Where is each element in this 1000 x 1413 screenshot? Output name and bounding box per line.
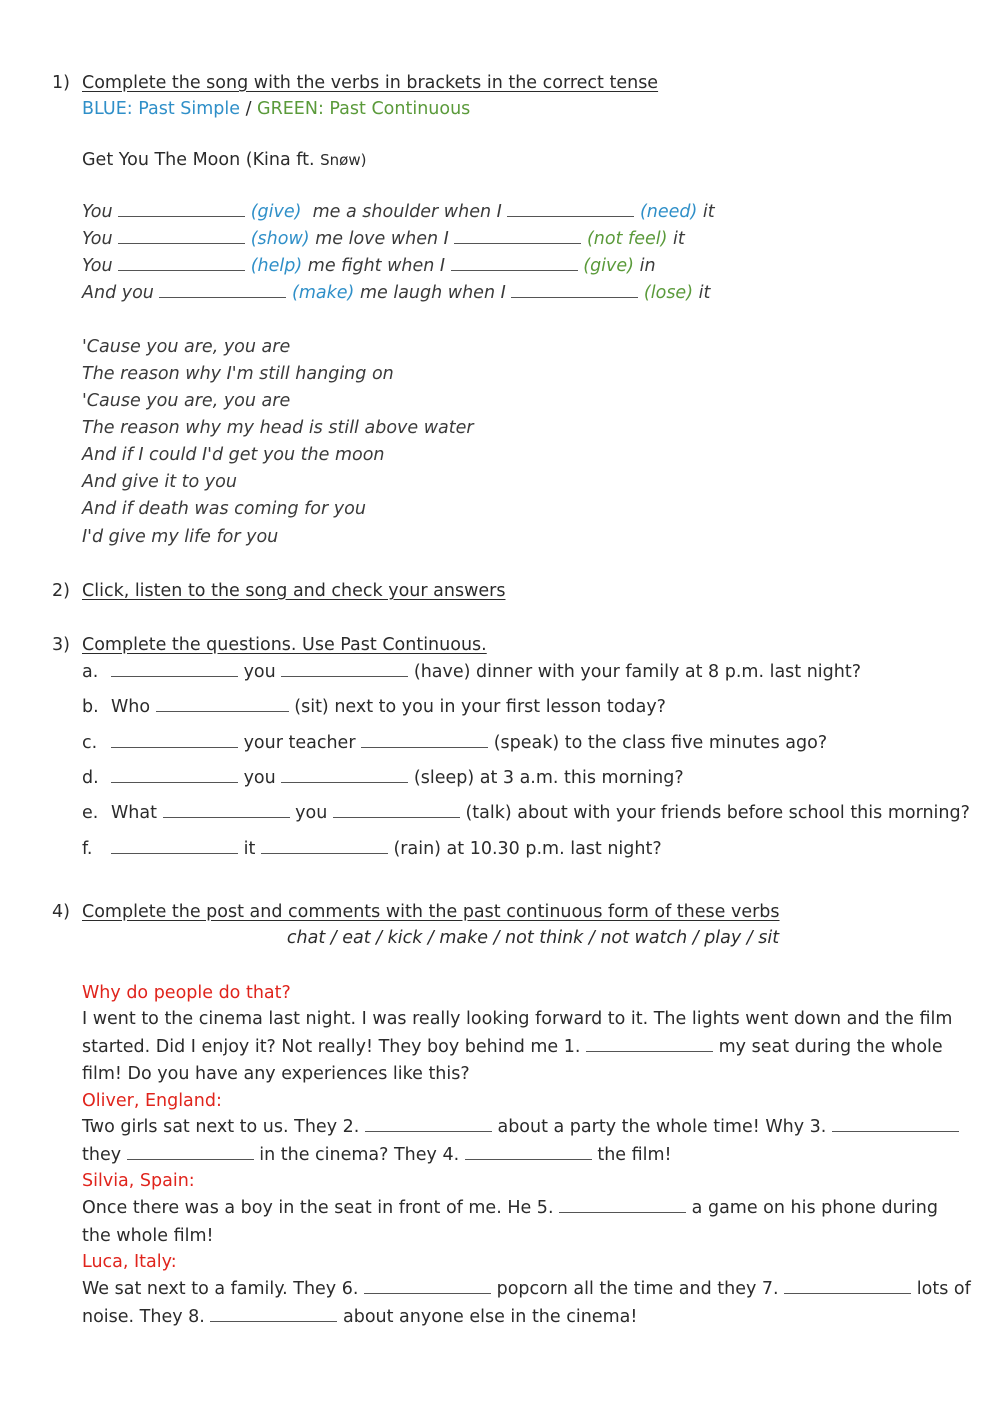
answer-blank[interactable] xyxy=(118,256,245,271)
answer-blank[interactable] xyxy=(451,256,578,271)
section-4-title: Complete the post and comments with the past continuous form of these verbs xyxy=(82,902,780,922)
legend-past-continuous: GREEN: Past Continuous xyxy=(257,99,471,119)
chorus-line: And give it to you xyxy=(82,472,237,492)
answer-blank[interactable] xyxy=(111,839,238,854)
comment-text-part: about anyone else in the cinema! xyxy=(343,1306,638,1327)
answer-blank[interactable] xyxy=(210,1307,337,1322)
lyric-text: You xyxy=(82,202,113,222)
answer-blank[interactable] xyxy=(163,803,290,818)
comment-text xyxy=(82,1114,972,1169)
post-title: Why do people do that? xyxy=(82,983,291,1003)
comment-text-part: We sat next to a family. They 6. xyxy=(82,1279,359,1299)
verb-hint-past-continuous: (lose) xyxy=(643,283,694,303)
question-letter: c. xyxy=(82,733,98,753)
song-title-artist: Snøw) xyxy=(320,151,367,169)
song-title-main: Get You The Moon (Kina ft. xyxy=(82,150,321,170)
question-text: What xyxy=(111,803,157,823)
tense-legend xyxy=(82,99,470,119)
answer-blank[interactable] xyxy=(111,768,238,783)
comment-text-part: a game on his phone during the whole film! xyxy=(82,1198,938,1246)
answer-blank[interactable] xyxy=(559,1198,686,1213)
section-2-number: 2) xyxy=(52,581,70,601)
comment-text-part: popcorn all the time and they 7. xyxy=(496,1279,779,1299)
verb-hint-past-continuous: (not feel) xyxy=(586,229,668,249)
answer-blank[interactable] xyxy=(261,839,388,854)
answer-blank[interactable] xyxy=(832,1117,959,1132)
answer-blank[interactable] xyxy=(118,202,245,217)
answer-blank[interactable] xyxy=(454,229,581,244)
comment-text-part: the film! xyxy=(597,1144,672,1165)
answer-blank[interactable] xyxy=(118,229,245,244)
answer-blank[interactable] xyxy=(364,1279,491,1294)
comment-text-part: in the cinema? They 4. xyxy=(259,1144,460,1165)
question-text: it xyxy=(243,839,256,859)
verb-hint-past-continuous: (give) xyxy=(583,256,634,276)
verb-hint-past-simple: (give) xyxy=(250,202,302,222)
answer-blank[interactable] xyxy=(465,1145,592,1160)
answer-blank[interactable] xyxy=(511,283,638,298)
question-a xyxy=(111,662,861,682)
song-gap-line xyxy=(82,202,715,222)
lyric-text: You xyxy=(82,256,113,276)
section-2-title[interactable]: Click, listen to the song and check your answers xyxy=(82,581,506,601)
lyric-text: it xyxy=(702,202,715,222)
comment-text-part: Once there was a boy in the seat in front of me. He 5. xyxy=(82,1198,554,1218)
question-text: you xyxy=(243,768,276,788)
section-3-number: 3) xyxy=(52,635,70,655)
lyric-text: me love when I xyxy=(315,229,449,249)
answer-blank[interactable] xyxy=(127,1145,254,1160)
question-b xyxy=(111,697,666,717)
comment-author: Luca, Italy: xyxy=(82,1252,177,1272)
answer-blank[interactable] xyxy=(361,733,488,748)
post-text xyxy=(82,1006,972,1089)
comment-text-part: Two girls sat next to us. They 2. xyxy=(82,1117,360,1137)
comment-text xyxy=(82,1195,972,1250)
question-letter: f. xyxy=(82,839,93,859)
question-letter: e. xyxy=(82,803,99,823)
question-letter: b. xyxy=(82,697,99,717)
lyric-text: And you xyxy=(82,283,154,303)
song-gap-line xyxy=(82,283,710,303)
post-text-part: my seat during the whole film! Do you have any experiences like this? xyxy=(82,1036,943,1084)
lyric-text: it xyxy=(698,283,711,303)
song-title xyxy=(82,150,366,170)
question-text: (sit) next to you in your first lesson today? xyxy=(294,697,666,717)
answer-blank[interactable] xyxy=(507,202,634,217)
question-text: (have) dinner with your family at 8 p.m. last night? xyxy=(413,662,862,682)
lyric-text: me laugh when I xyxy=(359,283,506,303)
comment-text-part: about a party the whole time! Why 3. xyxy=(497,1117,827,1137)
lyric-text: You xyxy=(82,229,113,249)
post-text-part: I went to the cinema last night. I was really looking forward to it. The lights went down and the film started. Did I enjoy it? Not really! They boy behind me 1. xyxy=(82,1009,953,1057)
section-1-title: Complete the song with the verbs in brackets in the correct tense xyxy=(82,73,659,93)
answer-blank[interactable] xyxy=(365,1117,492,1132)
question-text: Who xyxy=(111,697,151,717)
chorus-line: 'Cause you are, you are xyxy=(82,337,291,357)
answer-blank[interactable] xyxy=(281,662,408,677)
question-text: (sleep) at 3 a.m. this morning? xyxy=(413,768,684,788)
comment-text-part: they xyxy=(82,1144,122,1165)
verb-hint-past-simple: (help) xyxy=(250,256,303,276)
chorus-line: The reason why my head is still above water xyxy=(82,418,474,438)
answer-blank[interactable] xyxy=(111,733,238,748)
chorus-line: The reason why I'm still hanging on xyxy=(82,364,394,384)
comment-text-part: lots of noise. They 8. xyxy=(82,1279,971,1327)
section-4-number: 4) xyxy=(52,902,70,922)
answer-blank[interactable] xyxy=(281,768,408,783)
chorus-line: And if death was coming for you xyxy=(82,499,366,519)
answer-blank[interactable] xyxy=(111,662,238,677)
question-e xyxy=(111,803,970,823)
song-gap-line xyxy=(82,229,685,249)
comment-author: Oliver, England: xyxy=(82,1091,222,1111)
comment-text xyxy=(82,1276,972,1331)
lyric-text: me a shoulder when I xyxy=(312,202,502,222)
section-1-number: 1) xyxy=(52,73,70,93)
legend-separator: / xyxy=(240,99,258,119)
question-letter: d. xyxy=(82,768,99,788)
verb-hint-past-simple: (make) xyxy=(292,283,355,303)
lyric-text: in xyxy=(639,256,656,276)
answer-blank[interactable] xyxy=(159,283,286,298)
chorus-line: I'd give my life for you xyxy=(82,527,279,547)
question-f xyxy=(111,839,662,859)
lyric-text: me fight when I xyxy=(307,256,446,276)
answer-blank[interactable] xyxy=(333,803,460,818)
question-text: (talk) about with your friends before school this morning? xyxy=(465,803,970,823)
verb-hint-past-simple: (need) xyxy=(639,202,698,222)
question-text: you xyxy=(243,662,276,682)
chorus-line: 'Cause you are, you are xyxy=(82,391,291,411)
answer-blank[interactable] xyxy=(784,1279,911,1294)
verb-hint-past-simple: (show) xyxy=(250,229,310,249)
question-text: (speak) to the class five minutes ago? xyxy=(493,733,828,753)
question-d xyxy=(111,768,684,788)
comment-author: Silvia, Spain: xyxy=(82,1171,195,1191)
song-gap-line xyxy=(82,256,656,276)
question-text: your teacher xyxy=(243,733,356,753)
legend-past-simple: BLUE: Past Simple xyxy=(82,99,240,119)
question-text: you xyxy=(295,803,328,823)
section-3-title: Complete the questions. Use Past Continuous. xyxy=(82,635,487,655)
question-text: (rain) at 10.30 p.m. last night? xyxy=(393,839,662,859)
lyric-text: it xyxy=(673,229,685,249)
question-c xyxy=(111,733,827,753)
answer-blank[interactable] xyxy=(156,697,289,712)
chorus-line: And if I could I'd get you the moon xyxy=(82,445,385,465)
question-letter: a. xyxy=(82,662,99,682)
verb-list: chat / eat / kick / make / not think / not watch / play / sit xyxy=(286,928,780,948)
answer-blank[interactable] xyxy=(586,1037,713,1052)
